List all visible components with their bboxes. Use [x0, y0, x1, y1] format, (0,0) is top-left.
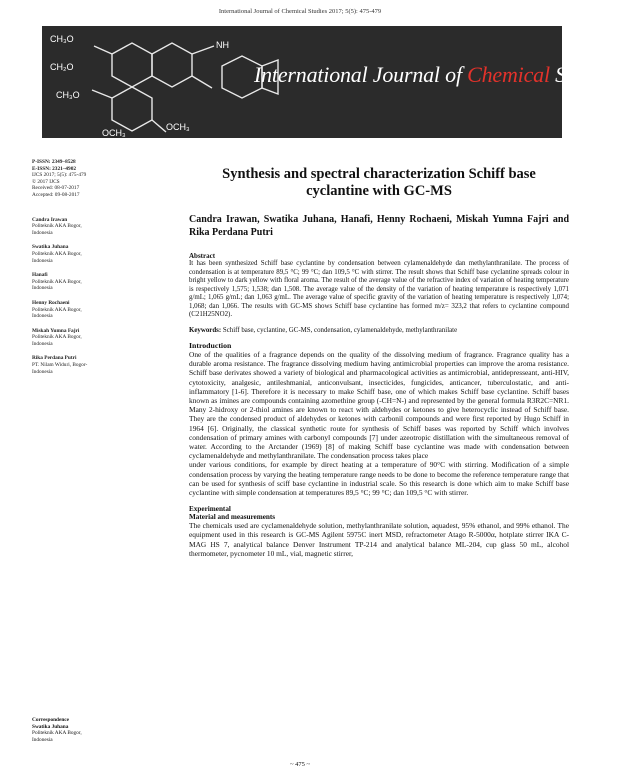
abstract-text: It has been synthesized Schiff base cyclantine by condensation between cylamenaldehyde dan methylanthranilate. The process of condensation is at temperature 89,5 °C; 99 °C; dan 109,5 °C with stirrer. The result shows that Schiff base cyclantine spreads colour in bright yellow to dark yellow with floral aroma. The result of the average value of the refractive index of variation of heating temperature is respectively 1,575; 1,538; dan 1,508. The average value of the density of the variation of heating temperature is respectively 1,071 g/mL; 1,065 g/mL; dan 1,063 g/mL. The average value of specific gravity of the variation of heating temperature is respectively 1,074; 1,068; dan 1,066. The results with GC-MS shows Schiff base cyclantine has formed m/z= 323,2 that refers to cyclantine compound (C21H25NO2). — [189, 260, 569, 318]
chem-label: CH₃O — [50, 34, 74, 44]
affiliation: Miskah Yumna Fajri Politeknik AKA Bogor, Indonesia — [32, 327, 82, 347]
introduction-paragraph: One of the qualities of a fragrance depends on the quality of the dissolving medium of fragrance. Fragrance quality has a durable aroma resistance. The fragrance dissolving medium having antimicrobial properties can improve the aroma resistance. Schiff base derivates showed a variety of biological and pharmacological activities as antimicrobial, antidepresseant, anti-HIV, cytotoxicity, analgesic, antileshmanial, anticonvulsant, insecticides, fungicides, anticancer, tuberculostatic, and anti-inflammatory [1-6]. Therefore it is necessary to make Schiff base, one of which makes Schiff base cyclantine. Schiff bases known as imines are compounds containing azomethine group (-CH=N-) and represented by the general formula R3R2C=NR1. Many 2-hidroxy or 2-thiol amines are known to react with aldehydes or ketones to give heterocyclic instead of Schiff base. They are the condensed product of aldehydes or ketones with carbonil compounds and were first reported by Hugo Schiff in 1964 [6]. Originally, the classical synthetic route for synthesis of Schiff bases was reported by Schiff which involves condensation of primary amines with carbonyl compounds [7] under azeotropic distillation with the simultaneous removal of water. According to the Arctander (1969) [8] of making Schiff base cyclantine was made with condensation between cyclamenaldehyde and methylanthranilate. The condensation process takes place — [189, 350, 569, 461]
chem-label: NH — [216, 40, 229, 50]
affiliation: Rika Perdana Putri PT. Nilam Widuri, Bogor- Indonesia — [32, 355, 88, 375]
publication-meta — [32, 159, 142, 199]
accepted-date: Accepted: 09-08-2017 — [32, 191, 80, 198]
running-header: International Journal of Chemical Studies 2017; 5(5): 475-479 — [218, 8, 382, 15]
keywords: Keywords: Schiff base, cyclantine, GC-MS, condensation, cylamenaldehyde, methylanthranilate — [189, 326, 458, 334]
introduction-paragraph: under various conditions, for example by direct heating at a temperature of 90°C with stirring. Modification of a simple condensation process by varying the heating temperature range needs to be done to become the reference temperature range that can be used for synthesis of sciff base cyclantine in industrial scale. So this research is done which aim to make Schiff base cyclantine with simple condensation at temperatures 89,5 °C; 99 °C; dan 109,5 °C with stirrer. — [189, 460, 569, 498]
journal-name: International Journal of Chemical Studies — [254, 62, 617, 87]
author-list: Candra Irawan, Swatika Juhana, Hanafi, Henny Rochaeni, Miskah Yumna Fajri and Rika Perdana Putri — [189, 214, 569, 238]
chem-label: CH₂O — [50, 62, 74, 72]
affiliation: Henny Rochaeni Politeknik AKA Bogor, Indonesia — [32, 299, 82, 320]
page-number: ~ 475 ~ — [289, 761, 311, 768]
chem-label: OCH₃ — [166, 122, 190, 132]
eissn: E-ISSN: 2321–4902 — [32, 165, 76, 172]
materials-heading: Material and measurements — [189, 513, 276, 522]
chem-label: OCH₃ — [102, 128, 126, 138]
article-title: Synthesis and spectral characterization Schiff base cyclantine with GC-MS — [222, 166, 536, 199]
journal-banner — [42, 26, 617, 138]
correspondence: Correspondence Swatika Juhana Politeknik AKA Bogor, Indonesia — [32, 717, 82, 743]
chem-label: CH₃O — [56, 90, 80, 100]
received-date: Received: 08-07-2017 — [32, 185, 80, 192]
affiliation: Hanafi Politeknik AKA Bogor, Indonesia — [32, 272, 82, 292]
materials-paragraph: The chemicals used are cyclamenaldehyde solution, methylanthranilate solution, aquadest, 95% ethanol, and 99% ethanol. The equipment used in this research is GC-MS Agilent 5975C inert MSD, refractometer Atago R-5000α, hotplate stirrer IKA C-MAG HS 7, analytical balance Denver Instrument TP-214 and analytical balance ML-204, cup glass 50 mL, alcohol thermometer, pycnometer 10 mL, vial, magnetic stirrer, — [189, 521, 569, 558]
experimental-heading: Experimental — [189, 505, 231, 514]
abstract-heading: Abstract — [189, 252, 216, 260]
copyright: © 2017 IJCS — [32, 178, 60, 185]
ijcs-ref: IJCS 2017; 5(5): 475-479 — [32, 172, 87, 179]
left-column — [32, 159, 142, 375]
affiliation: Candra Irawan Politeknik AKA Bogor, Indonesia — [32, 216, 82, 236]
introduction-heading: Introduction — [189, 341, 232, 350]
affiliation: Swatika Juhana Politeknik AKA Bogor, Indonesia — [32, 244, 82, 264]
article-body — [189, 166, 569, 558]
pissn: P-ISSN: 2349–8528 — [32, 159, 76, 165]
